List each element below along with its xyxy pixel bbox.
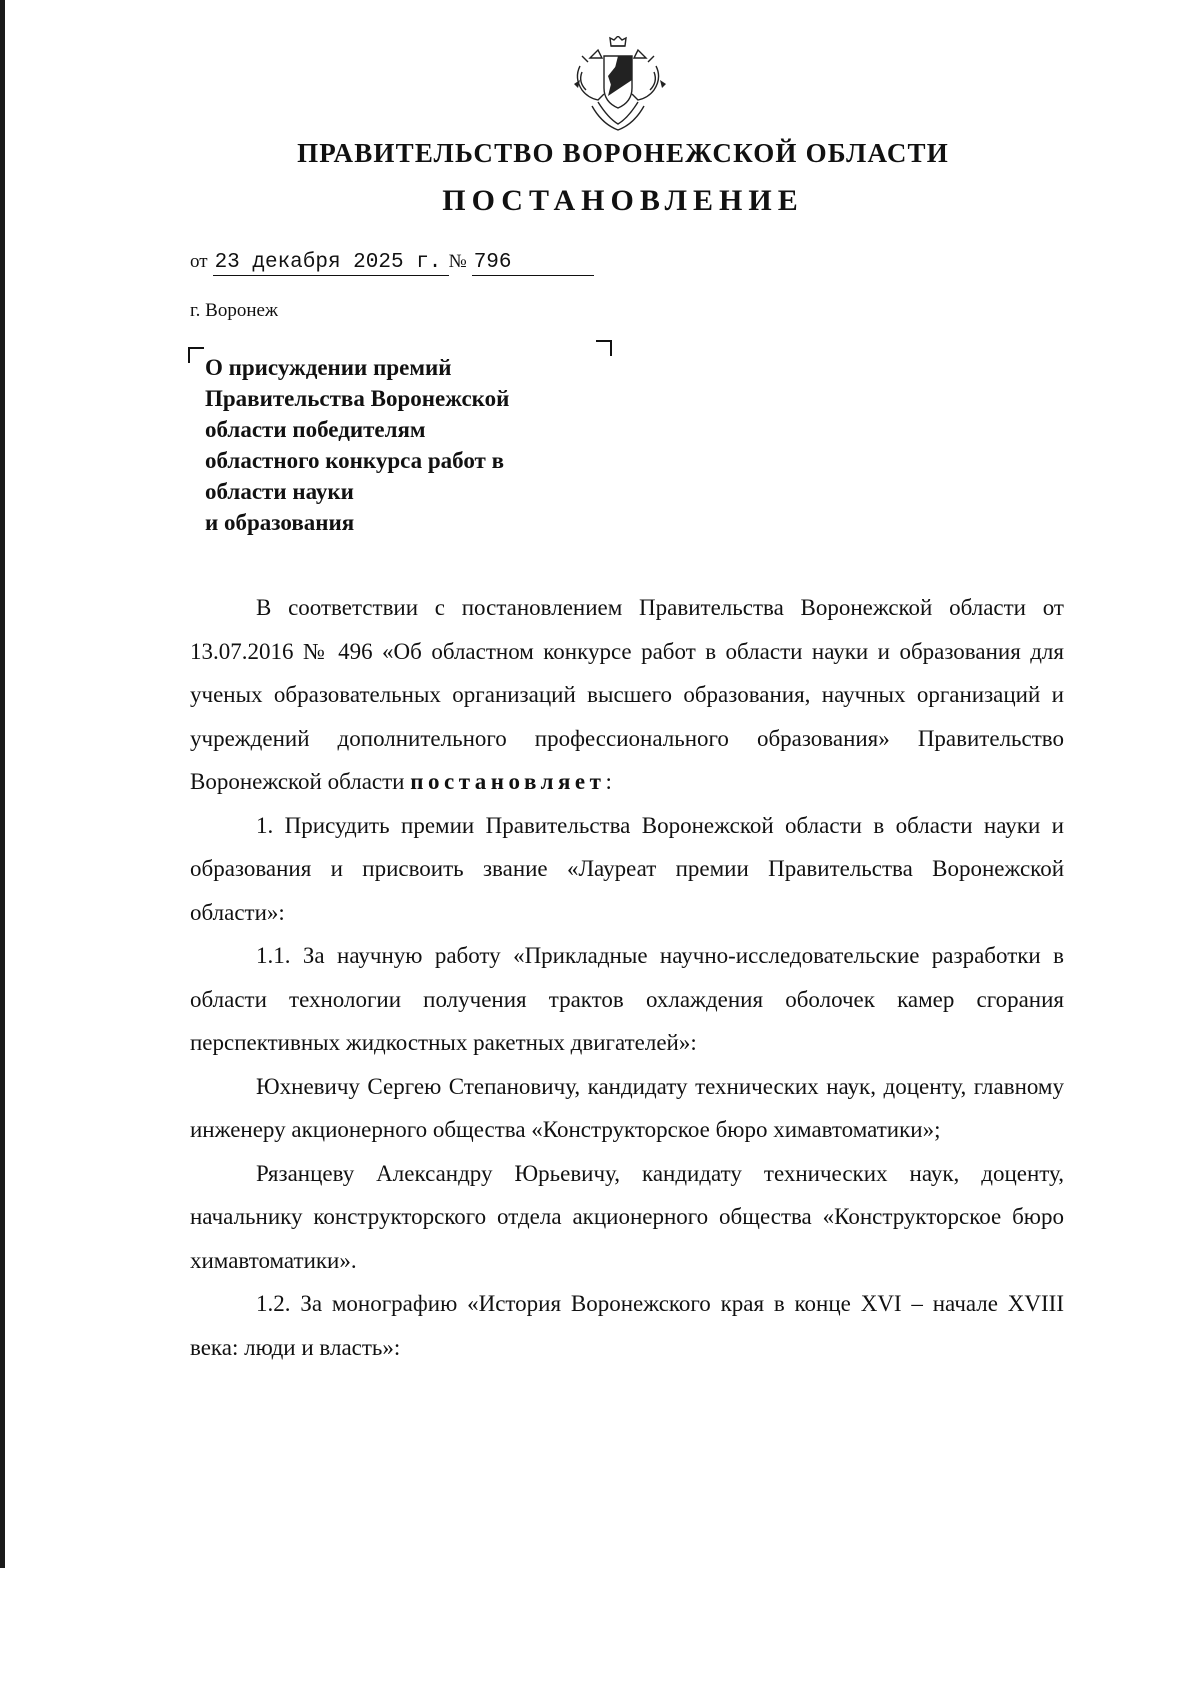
preamble-paragraph [190,586,1064,804]
coat-of-arms-emblem [568,36,672,132]
date-label: от [190,251,208,272]
city: г. Воронеж [190,300,279,321]
decree-word: постановляет [410,769,606,794]
subject-line: и образования [205,510,355,535]
date-number-line [190,250,594,276]
laureate-paragraph: Юхневичу Сергею Степановичу, кандидату технических наук, доценту, главному инженеру акционерного общества «Конструкторское бюро химавтоматики»; [190,1073,1064,1142]
number-label: № [448,251,467,272]
preamble-text: В соответствии с постановлением Правительства Воронежской области от 13.07.2016 № 496 «Об областном конкурсе работ в области науки и образования для ученых образовательных организаций высшего образования, научных организаций и учреждений дополнительного профессионального образования» Правительство Воронежской области [190,595,1064,794]
document-type: ПОСТАНОВЛЕНИЕ [442,184,804,217]
document-body [190,586,1064,1369]
document-subject [205,352,585,538]
subject-line: области науки [205,479,354,504]
organization-title: ПРАВИТЕЛЬСТВО ВОРОНЕЖСКОЙ ОБЛАСТИ [297,138,949,168]
subject-line: областного конкурса работ в [205,448,505,473]
scan-edge [0,0,5,1568]
subject-line: О присуждении премий [205,355,452,380]
subject-line: области победителям [205,417,426,442]
subject-line: Правительства Воронежской [205,386,510,411]
item-1-paragraph: 1. Присудить премии Правительства Воронежской области в области науки и образования и присвоить звание «Лауреат премии Правительства Воронежской области»: [190,812,1064,925]
item-1-2-paragraph: 1.2. За монографию «История Воронежского края в конце XVI – начале XVIII века: люди и власть»: [190,1291,1064,1360]
subject-corner-right [596,340,612,356]
item-1-1-paragraph: 1.1. За научную работу «Прикладные научно-исследовательские разработки в области технологии получения трактов охлаждения оболочек камер сгорания перспективных жидкостных ракетных двигателей»: [190,943,1064,1055]
document-date: 23 декабря 2025 г. [213,251,449,276]
document-number: 796 [472,251,594,276]
laureate-paragraph: Рязанцеву Александру Юрьевичу, кандидату технических наук, доценту, начальнику конструкторского отдела акционерного общества «Конструкторское бюро химавтоматики». [190,1160,1064,1273]
decree-colon: : [605,769,612,794]
subject-corner-left [188,347,204,363]
